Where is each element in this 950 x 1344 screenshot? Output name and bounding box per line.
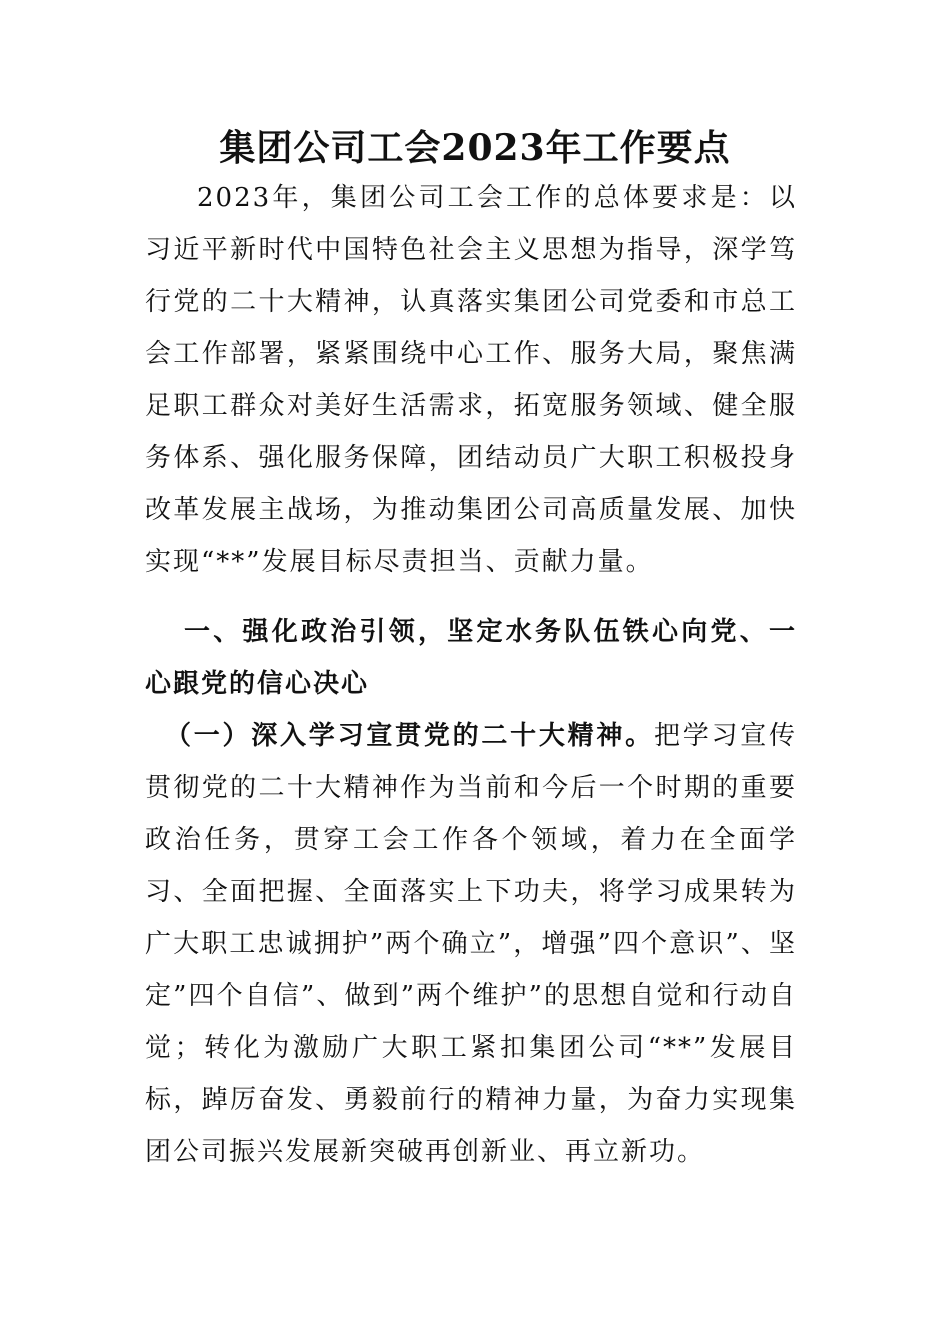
subsection-body: 把学习宣传贯彻党的二十大精神作为当前和今后一个时期的重要政治任务，贯穿工会工作各个领域，着力在全面学习、全面把握、全面落实上下功夫，将学习成果转为广大职工忠诚拥护”两个确立”，增强”四个意识”、坚定”四个自信”、做到”两个维护”的思想自觉和行动自觉；转化为激励广大职工紧扣集团公司“**”发展目标，踔厉奋发、勇毅前行的精神力量，为奋力实现集团公司振兴发展新突破再创新业、再立新功。	[145, 721, 797, 1167]
subsection-lead: （一）深入学习宣贯党的二十大精神。	[165, 721, 654, 751]
subsection-paragraph	[145, 710, 797, 1178]
intro-paragraph: 2023年，集团公司工会工作的总体要求是：以习近平新时代中国特色社会主义思想为指导，深学笃行党的二十大精神，认真落实集团公司党委和市总工会工作部署，紧紧围绕中心工作、服务大局，聚焦满足职工群众对美好生活需求，拓宽服务领域、健全服务体系、强化服务保障，团结动员广大职工积极投身改革发展主战场，为推动集团公司高质量发展、加快实现“**”发展目标尽责担当、贡献力量。	[145, 183, 797, 577]
document-title: 集团公司工会2023年工作要点	[219, 127, 731, 169]
section-heading: 一、强化政治引领，坚定水务队伍铁心向党、一心跟党的信心决心	[145, 617, 797, 699]
